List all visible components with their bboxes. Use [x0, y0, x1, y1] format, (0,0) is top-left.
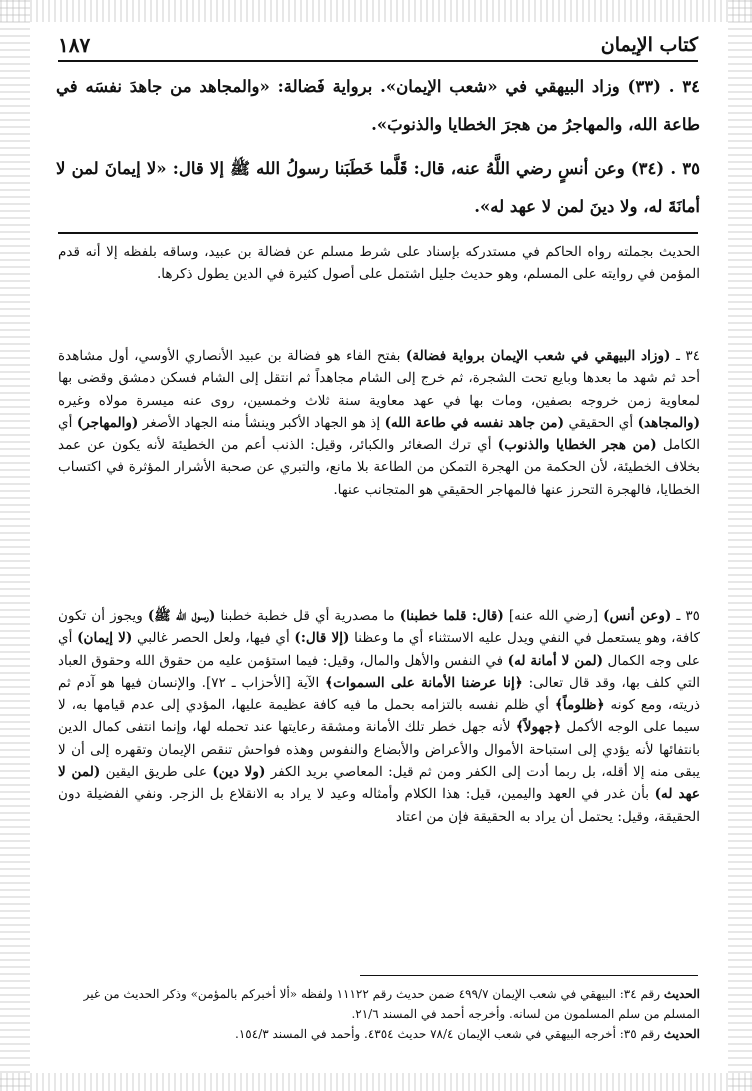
commentary-keyword: (وزاد البيهقي في شعب الإيمان برواية فضالة) — [405, 348, 671, 364]
commentary-text: بفتح الفاء هو فضالة بن عبيد الأنصاري الأوسي، أول مشاهدة أحد ثم شهد ما بعدها وبايع تحت الشجرة، ثم خرج إلى الشام مجاهداً ثم انتقل إلى الشام فسكن دمشق وقضى بها لمعاوية زمن خروجه بصفين، ومات بها في عهد معاوية سنة ثلاث وخمسين، روى عنه ميسرة مولاه وغيره — [58, 348, 700, 409]
decorative-border-bottom — [0, 1073, 752, 1091]
decorative-border-right — [728, 0, 752, 1091]
commentary-text: أي الحقيقي — [568, 414, 634, 431]
footnote-label: الحديث — [663, 987, 700, 1001]
commentary-keyword: ﴿جهولاً﴾ — [515, 719, 562, 736]
commentary-text: إذ هو الجهاد الأكبر وينشأ منه الجهاد الأصغر — [142, 414, 381, 431]
commentary-text: لأنه جهل خطر تلك الأمانة ومشقة رعايتها عند تحمله لها، وإنما انتفى كمال الدين بانتفائها لأنه يؤدي إلى استباحة الأموال والأعراض والأبضاع والنفوس وهذه فواحش تنقص الإيمان وتقهره إلى أن لا يبقى منه إلا أقله، بل ربما أدت إلى الكفر ومن ثم قيل: المعاصي بريد الكفر — [58, 719, 700, 781]
commentary-keyword: (وعن أنس) — [603, 608, 672, 624]
commentary-keyword: (إلا قال:) — [294, 630, 350, 647]
footnote-label: الحديث — [663, 1027, 700, 1041]
commentary-text: أي الكامل — [58, 414, 701, 454]
commentary-35-paragraph — [58, 605, 700, 828]
commentary-keyword: (والمهاجر) — [76, 414, 139, 431]
page-header — [58, 26, 698, 62]
commentary-35-number: ٣٥ ـ — [676, 608, 700, 624]
commentary-text: على طريق اليقين — [105, 764, 207, 781]
commentary-34 — [58, 345, 700, 501]
commentary-text: أي على وجه الكمال — [58, 630, 701, 669]
book-title: كتاب الإيمان — [600, 34, 698, 56]
commentary-text: أي ترك الصغائر والكبائر، وقيل: الذنب أعم من الخطيئة لأنه يكون عن عمد بخلاف الخطيئة، لأن الحكمة من الهجرة التمكن من الطاعة بلا مانع، والتبري عن صحبة الأشرار المؤثرة في اكتساب الخطايا، فالهجرة التحرز عنها فالمهاجر الحقيقي هو المتجانب عنها. — [58, 437, 700, 498]
commentary-35 — [58, 605, 700, 828]
footnote-text: رقم ٣٤: البيهقي في شعب الإيمان ٤٩٩/٧ ضمن حديث رقم ١١١٢٢ ولفظه «ألا أخبركم بالمؤمن» وذكر الحديث من غير المسلم من سلم المسلمون من لسانه. وأخرجه أحمد في المسند ٢١/٦. — [83, 987, 700, 1021]
commentary-text: بأن غدر في العهد واليمين، قيل: هذا الكلام وأمثاله وعيد لا يراد به الانقلاع بل الزجر. ونفي الفضيلة دون الحقيقة، وقيل: يحتمل أن يراد به الحقيقة فإن من اعتاد — [58, 786, 700, 825]
commentary-34-number: ٣٤ ـ — [675, 348, 701, 364]
commentary-34-paragraph — [58, 345, 700, 501]
footnotes — [58, 984, 700, 1044]
commentary-keyword: (قال: قلما خطبنا) — [399, 608, 504, 624]
commentary-keyword: ﴿ظلوماً﴾ — [554, 697, 605, 714]
page-number: ١٨٧ — [58, 33, 91, 57]
hadith-35: ٣٥ . (٣٤) وعن أنسٍ رضي اللَّهُ عنه، قال: قَلَّما خَطَبَنا رسولُ الله ﷺ إلا قال: «لا إيمانَ لمن لا أمانَةَ له، ولا دينَ لمن لا عهد له». — [56, 159, 700, 216]
commentary-keyword: (من جاهد نفسه في طاعة الله) — [384, 414, 565, 431]
commentary-text: أي ظلم نفسه بالتزامه بحمل ما فيه كافة عظيمة عليها، المؤدي إلى عدم قيامها به، لا سيما على الوجه الأكمل — [58, 697, 700, 736]
commentary-intro — [58, 241, 700, 286]
footnote-34 — [58, 984, 700, 1024]
commentary-text: الآية [الأحزاب ـ ٧٢]. والإنسان فيها هو آدم ثم ذريته، ومع كونه — [58, 674, 701, 714]
decorative-border-left — [0, 0, 30, 1091]
commentary-keyword: (لمن لا أمانة له) — [507, 652, 604, 669]
commentary-keyword: ﴿إنا عرضنا الأمانة على السموات﴾ — [325, 674, 523, 691]
commentary-keyword: (رسول الله ﷺ) — [147, 608, 216, 624]
commentary-intro-text: الحديث بجملته رواه الحاكم في مستدركه بإسناد على شرط مسلم عن فضالة بن عبيد، وساقه بلفظه إلا أنه قدم المؤمن في روايته على المسلم، وهو حديث جليل اشتمل على أصول كثيرة في الدين يطول ذكرها. — [58, 244, 700, 283]
commentary-text: ويجوز أن تكون كافة، وهو يستعمل في النفي ويدل عليه الاستثناء أي ما وعظنا — [58, 608, 700, 647]
commentary-text: أي فيها، ولعل الحصر غالبي — [136, 630, 290, 647]
footnote-35 — [58, 1024, 700, 1044]
footnote-separator — [360, 975, 698, 976]
commentary-text: [رضي الله عنه] — [508, 608, 599, 624]
commentary-text: في النفس والأهل والمال، وقيل: فيما استؤمن عليه من حقوق الله وحقوق العباد التي كلف بها، وقد قال تعالى: — [58, 652, 701, 691]
footnote-text: رقم ٣٥: أخرجه البيهقي في شعب الإيمان ٧٨/٤ حديث ٤٣٥٤. وأحمد في المسند ١٥٤/٣. — [235, 1027, 660, 1041]
decorative-border-top — [0, 0, 752, 22]
commentary-keyword: (والمجاهد) — [637, 414, 701, 431]
commentary-keyword: (لا إيمان) — [77, 630, 133, 647]
commentary-keyword: (لمن لا عهد له) — [58, 764, 700, 803]
commentary-keyword: (ولا دين) — [212, 764, 266, 781]
commentary-text: ما مصدرية أي قل خطبة خطبنا — [220, 608, 395, 624]
hadith-34: ٣٤ . (٣٣) وزاد البيهقي في «شعب الإيمان». برواية فَضالة: «والمجاهد من جاهدَ نفسَه في طاعة الله، والمهاجرُ من هجرَ الخطايا والذنوبَ». — [56, 77, 700, 134]
text-separator — [58, 232, 698, 234]
commentary-keyword: (من هجر الخطايا والذنوب) — [497, 437, 657, 454]
